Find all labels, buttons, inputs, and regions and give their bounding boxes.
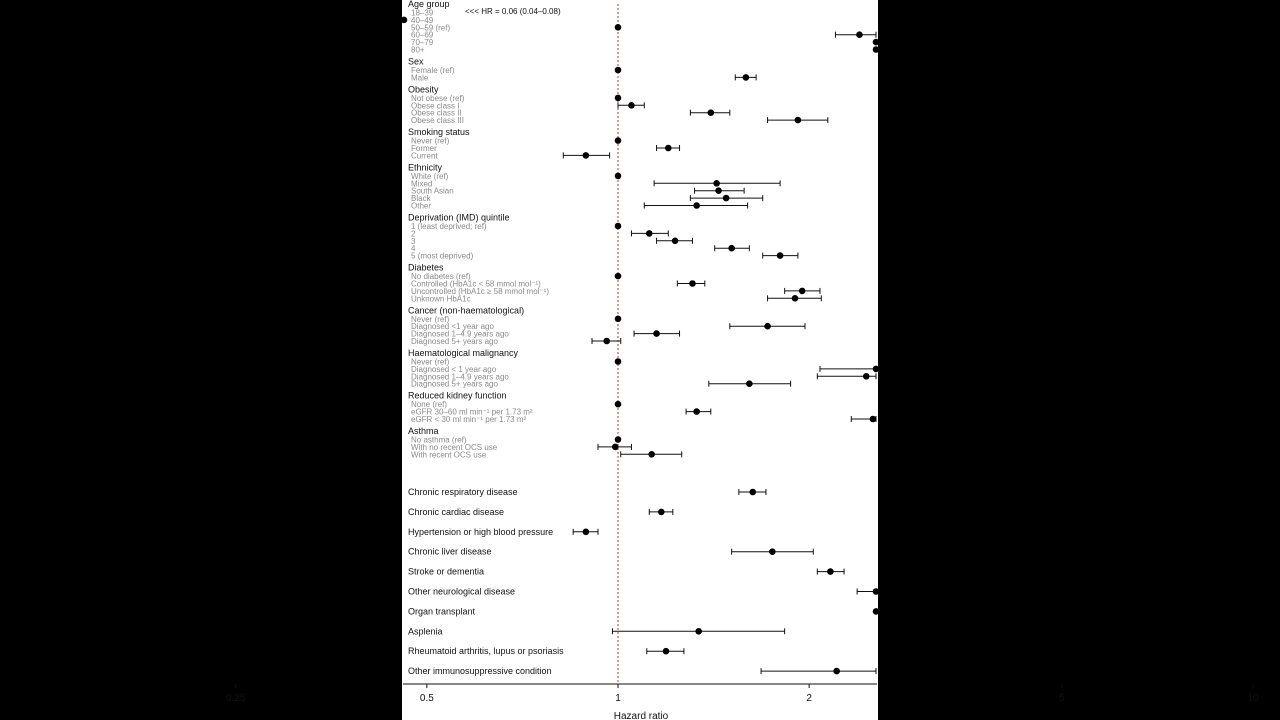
category-label: Unknown HbA1c <box>411 294 471 304</box>
category-label: 5 (most deprived) <box>411 251 474 261</box>
hr-point <box>612 444 619 451</box>
hr-point <box>583 152 590 159</box>
x-tick-label: 5 <box>1059 693 1065 704</box>
hr-point <box>873 39 880 46</box>
category-label: Other <box>411 201 432 211</box>
x-tick-label: 2 <box>806 693 812 704</box>
category-label: 3 <box>411 236 416 246</box>
category-label: Never (ref) <box>411 357 450 367</box>
category-label: 60–69 <box>411 30 434 40</box>
hr-point <box>764 323 771 330</box>
category-label: Obese class II <box>411 108 462 118</box>
category-label: Diagnosed 5+ years ago <box>411 337 498 346</box>
category-label: Diagnosed 1–4.9 years ago <box>411 372 509 382</box>
category-label: 40–49 <box>411 15 434 25</box>
hr-point <box>728 245 735 252</box>
category-label: Never (ref) <box>411 136 450 146</box>
hr-point <box>723 195 730 202</box>
category-label: Male <box>411 73 429 83</box>
category-label: Current <box>411 151 438 161</box>
hr-point <box>873 366 880 373</box>
hr-point <box>799 288 806 295</box>
group-header: Obesity <box>408 84 439 95</box>
category-label: None (ref) <box>411 400 448 410</box>
category-label: South Asian <box>411 186 454 196</box>
category-label: Diagnosed 1–4.9 years ago <box>411 329 509 339</box>
category-label: Uncontrolled (HbA1c ≥ 58 mmol mol⁻¹) <box>411 286 549 296</box>
group-header: Age group <box>408 0 450 9</box>
offscale-annotation: <<< HR = 0.06 (0.04–0.08) <box>465 7 561 16</box>
x-tick-label: 0.25 <box>225 693 246 704</box>
category-label: Obese class I <box>411 101 460 111</box>
category-label: Not obese (ref) <box>411 93 465 103</box>
group-header: Ethnicity <box>408 162 443 173</box>
hr-point <box>583 529 590 536</box>
hr-point <box>615 67 622 74</box>
hr-point <box>653 330 660 337</box>
category-label: 1 (least deprived; ref) <box>411 222 487 231</box>
category-label: Former <box>411 144 437 153</box>
hr-point <box>743 74 750 81</box>
category-label: 80+ <box>411 45 425 55</box>
category-label: 50–59 (ref) <box>411 23 451 33</box>
hr-point <box>648 451 655 458</box>
category-label: Diagnosed < 1 year ago <box>411 364 497 374</box>
category-label: 18–39 <box>411 8 434 18</box>
category-label: eGFR < 30 ml min⁻¹ per 1.73 m² <box>411 415 527 424</box>
hr-point <box>658 509 665 516</box>
group-header: Smoking status <box>408 127 470 138</box>
condition-label: Chronic cardiac disease <box>408 506 505 517</box>
hr-point <box>713 180 720 187</box>
hr-point <box>715 187 722 194</box>
hr-point <box>769 548 776 555</box>
condition-label: Chronic respiratory disease <box>408 487 518 497</box>
condition-label: Chronic liver disease <box>408 546 492 557</box>
hr-point <box>707 109 714 116</box>
hr-point <box>746 380 753 387</box>
hr-point <box>827 568 834 575</box>
category-label: No asthma (ref) <box>411 435 467 445</box>
category-label: 4 <box>411 244 416 254</box>
category-label: Never (ref) <box>411 314 450 324</box>
hr-point <box>873 588 880 595</box>
condition-label: Hypertension or high blood pressure <box>408 526 554 537</box>
x-tick-label: 1 <box>615 693 621 704</box>
hr-point <box>749 489 756 496</box>
x-axis <box>226 684 1259 704</box>
hr-point <box>628 102 635 109</box>
category-label: Diagnosed <1 year ago <box>411 322 494 332</box>
category-label: With recent OCS use <box>411 450 487 460</box>
hr-point <box>603 338 610 345</box>
condition-label: Organ transplant <box>408 606 476 617</box>
condition-label: Rheumatoid arthritis, lupus or psoriasis <box>408 646 564 657</box>
hr-point <box>856 31 863 38</box>
group-header: Cancer (non-haematological) <box>408 305 525 316</box>
hr-point <box>689 280 696 287</box>
group-header: Haematological malignancy <box>408 348 519 358</box>
category-label: 2 <box>411 229 416 239</box>
hr-point <box>863 373 870 380</box>
category-label: White (ref) <box>411 171 449 181</box>
x-tick-label: 10 <box>1247 693 1259 704</box>
hr-point <box>795 117 802 124</box>
hr-point <box>873 608 880 615</box>
hr-point <box>615 24 622 31</box>
hr-point <box>672 238 679 245</box>
row-labels <box>408 0 564 676</box>
hr-point <box>615 137 622 144</box>
hr-point <box>615 358 622 365</box>
group-header: Diabetes <box>408 262 444 273</box>
hr-point <box>615 273 622 280</box>
hr-point <box>693 408 700 415</box>
group-header: Deprivation (IMD) quintile <box>408 212 510 223</box>
hr-point <box>833 668 840 675</box>
category-label: 70–79 <box>411 38 434 48</box>
hr-point <box>646 230 653 237</box>
x-tick-label: 0.5 <box>419 693 434 704</box>
hr-point <box>615 223 622 230</box>
condition-label: Other neurological disease <box>408 586 516 597</box>
hr-point <box>615 316 622 323</box>
category-label: Controlled (HbA1c < 58 mmol mol⁻¹) <box>411 279 541 289</box>
hr-point <box>695 628 702 635</box>
category-label: Black <box>411 194 431 204</box>
hr-point <box>665 145 672 152</box>
group-header: Asthma <box>408 426 439 436</box>
condition-label: Asplenia <box>408 626 443 637</box>
condition-label: Stroke or dementia <box>408 566 485 577</box>
x-axis-label: Hazard ratio <box>613 711 669 720</box>
category-label: With no recent OCS use <box>411 442 498 452</box>
hr-point <box>777 252 784 259</box>
hr-point <box>615 173 622 180</box>
category-label: Obese class III <box>411 116 464 126</box>
category-label: Mixed <box>411 179 433 189</box>
category-label: Diagnosed 5+ years ago <box>411 379 498 389</box>
category-label: Female (ref) <box>411 66 455 75</box>
hr-point <box>873 46 880 53</box>
hr-point <box>693 202 700 209</box>
category-label: eGFR 30–60 ml min⁻¹ per 1.73 m² <box>411 407 533 417</box>
hr-point <box>615 95 622 102</box>
hr-point <box>663 648 670 655</box>
hr-point <box>792 295 799 302</box>
group-header: Sex <box>408 56 424 67</box>
hr-point <box>870 416 877 423</box>
hr-point <box>615 436 622 443</box>
group-header: Reduced kidney function <box>408 390 507 401</box>
category-label: No diabetes (ref) <box>411 272 471 282</box>
hr-point <box>401 17 408 24</box>
hr-point <box>615 401 622 408</box>
condition-label: Other immunosuppressive condition <box>408 666 552 677</box>
